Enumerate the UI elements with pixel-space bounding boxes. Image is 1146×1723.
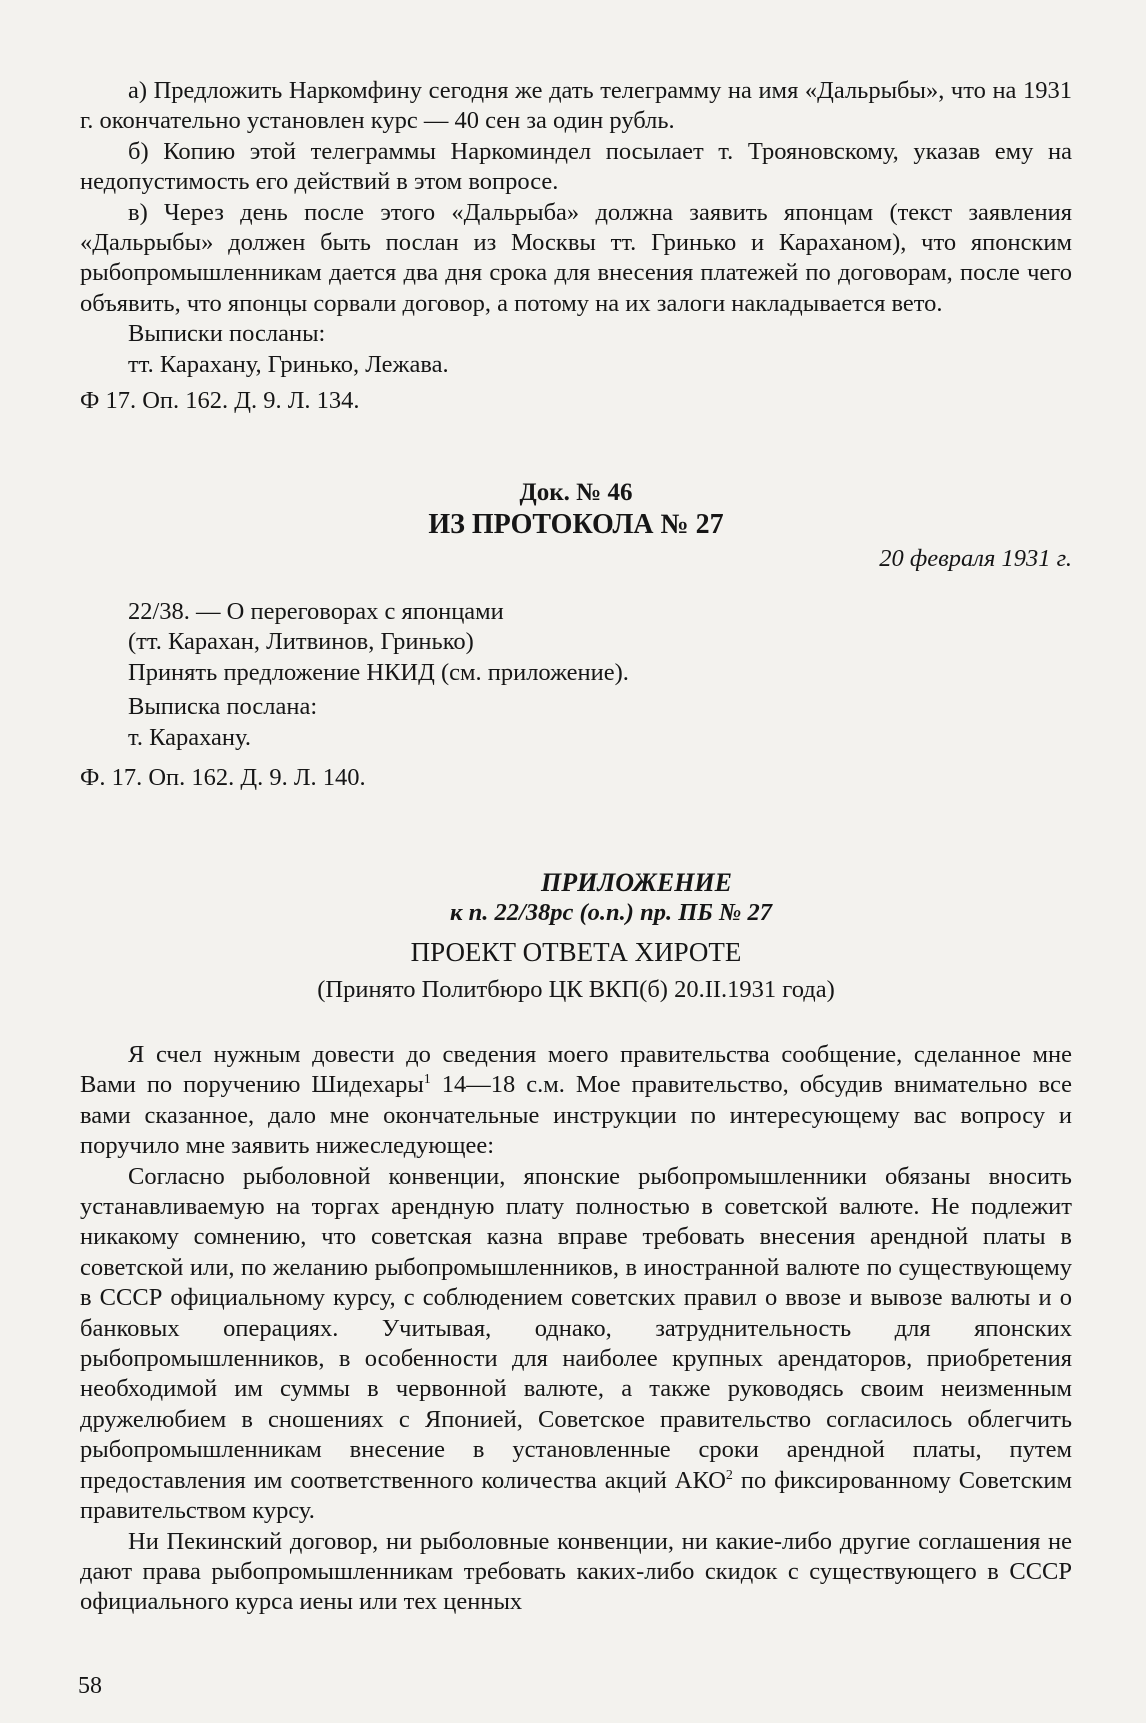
item-archive: Ф. 17. Оп. 162. Д. 9. Л. 140. [80, 764, 366, 792]
document-date: 20 февраля 1931 г. [879, 545, 1072, 573]
paragraph-a: а) Предложить Наркомфину сегодня же дать телеграмму на имя «Дальрыбы», что на 1931 г. окончательно установлен курс — 40 сен за один рубль. [80, 77, 1072, 135]
archive-reference: Ф 17. Оп. 162. Д. 9. Л. 134. [80, 387, 360, 415]
body-paragraph-1 [80, 1040, 1072, 1162]
item-heading: 22/38. — О переговорах с японцами [128, 598, 504, 625]
accepted-note: (Принято Политбюро ЦК ВКП(б) 20.II.1931 года) [317, 975, 835, 1003]
draft-title: ПРОЕКТ ОТВЕТА ХИРОТЕ [410, 936, 742, 967]
appendix-subtitle: к п. 22/38рс (о.п.) пр. ПБ № 27 [450, 899, 772, 927]
letter-body [80, 1040, 1072, 1618]
extracts-label: Выписки посланы: [128, 320, 326, 348]
footnote-ref-2: 2 [725, 1467, 733, 1483]
item-speakers: (тт. Карахан, Литвинов, Гринько) [128, 628, 474, 656]
document-title: ИЗ ПРОТОКОЛА № 27 [428, 509, 724, 541]
appendix-header [80, 868, 1072, 1005]
document-header [80, 478, 1072, 575]
body-p2-b: по фиксированному Советским правительством курсу. [80, 1466, 1072, 1525]
appendix-title: ПРИЛОЖЕНИЕ [541, 868, 732, 897]
item-extract-to: т. Карахану. [128, 723, 251, 751]
body-p1-b: 14—18 с.м. Мое правительство, обсудив внимательно все вами сказанное, дало мне окончательные инструкции по интересующему вас вопросу и поручило мне заявить нижеследующее: [80, 1071, 1072, 1160]
body-paragraph-2 [80, 1162, 1072, 1527]
body-paragraph-3: Ни Пекинский договор, ни рыболовные конвенции, ни какие-либо другие соглашения не дают права рыбопромышленникам требовать каких-либо скидок с существующего в СССР официального курса иены или тех ценных [80, 1527, 1072, 1616]
item-decision: Принять предложение НКИД (см. приложение). [128, 658, 629, 686]
footnote-ref-1: 1 [423, 1072, 431, 1088]
item-extract-label: Выписка послана: [128, 693, 318, 721]
page-number: 58 [78, 1673, 102, 1699]
paragraph-c: в) Через день после этого «Дальрыба» должна заявить японцам (текст заявления «Дальрыбы» должен быть послан из Москвы тт. Гринько и Караханом), что японским рыбопромышленникам дается два дня срока для внесения платежей по договорам, после чего объявить, что японцы сорвали договор, а потому на их залоги накладывается вето. [80, 198, 1072, 317]
body-p1-a: Я счел нужным довести до сведения моего правительства сообщение, сделанное мне Вами по поручению Шидехары [80, 1041, 1072, 1099]
paragraph-b: б) Копию этой телеграммы Наркоминдел посылает т. Трояновскому, указав ему на недопустимость его действий в этом вопросе. [80, 137, 1072, 196]
protocol-item [80, 597, 1072, 793]
body-p2-a: Согласно рыболовной конвенции, японские рыбопромышленники обязаны вносить устанавливаемую на торгах арендную плату полностью в советской валюте. Не подлежит никакому сомнению, что советская казна вправе требовать внесения арендной платы в советской или, по желанию рыбопромышленников, в иностранной валюте по существующему в СССР официальному курсу, с соблюдением советских правил о ввозе и вывозе валюты и о банковых операциях. Учитывая, однако, затруднительность для японских рыбопромышленников, в особенности для наиболее крупных арендаторов, приобретения необходимой им суммы в червонной валюте, а также руководясь своим неизменным дружелюбием в сношениях с Японией, Советское правительство согласилось облегчить рыбопромышленникам внесение в установленные сроки арендной платы, путем предоставления им соответственного количества акций АКО [80, 1162, 1072, 1494]
extracts-recipients: тт. Карахану, Гринько, Лежава. [128, 350, 449, 378]
document-number: Док. № 46 [519, 479, 633, 506]
decision-block [80, 76, 1072, 416]
